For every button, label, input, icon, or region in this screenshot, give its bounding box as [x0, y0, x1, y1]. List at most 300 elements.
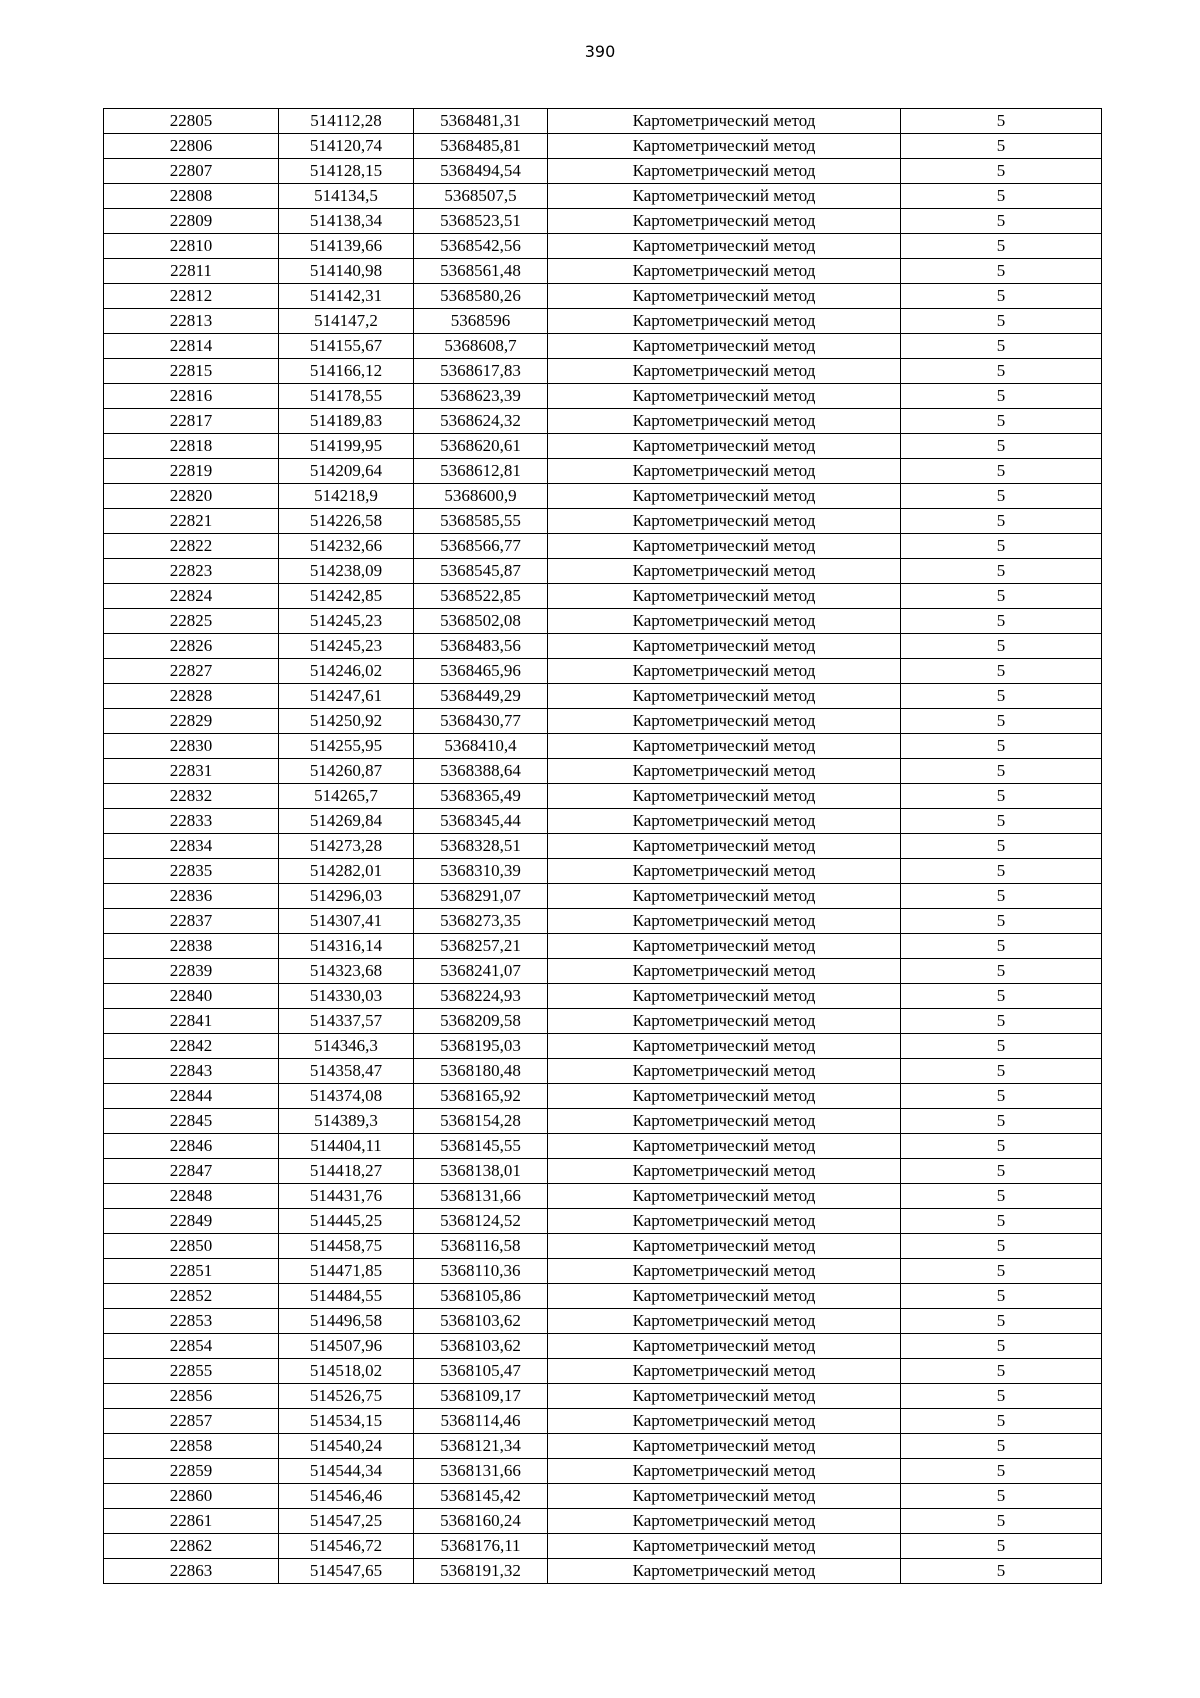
accuracy-cell: 5: [901, 234, 1102, 259]
x-coordinate-cell: 514269,84: [279, 809, 414, 834]
y-coordinate-cell: 5368131,66: [414, 1459, 548, 1484]
accuracy-cell: 5: [901, 359, 1102, 384]
method-cell: Картометрический метод: [548, 1109, 901, 1134]
y-coordinate-cell: 5368410,4: [414, 734, 548, 759]
x-coordinate-cell: 514544,34: [279, 1459, 414, 1484]
accuracy-cell: 5: [901, 609, 1102, 634]
y-coordinate-cell: 5368617,83: [414, 359, 548, 384]
table-row: [104, 1459, 1102, 1484]
point-number-cell: 22853: [104, 1309, 279, 1334]
x-coordinate-cell: 514323,68: [279, 959, 414, 984]
accuracy-cell: 5: [901, 909, 1102, 934]
accuracy-cell: 5: [901, 884, 1102, 909]
y-coordinate-cell: 5368103,62: [414, 1309, 548, 1334]
x-coordinate-cell: 514247,61: [279, 684, 414, 709]
point-number-cell: 22833: [104, 809, 279, 834]
accuracy-cell: 5: [901, 959, 1102, 984]
method-cell: Картометрический метод: [548, 134, 901, 159]
accuracy-cell: 5: [901, 259, 1102, 284]
y-coordinate-cell: 5368257,21: [414, 934, 548, 959]
x-coordinate-cell: 514265,7: [279, 784, 414, 809]
method-cell: Картометрический метод: [548, 559, 901, 584]
table-row: [104, 509, 1102, 534]
y-coordinate-cell: 5368494,54: [414, 159, 548, 184]
accuracy-cell: 5: [901, 109, 1102, 134]
table-row: [104, 759, 1102, 784]
point-number-cell: 22837: [104, 909, 279, 934]
y-coordinate-cell: 5368273,35: [414, 909, 548, 934]
table-row: [104, 1409, 1102, 1434]
y-coordinate-cell: 5368449,29: [414, 684, 548, 709]
method-cell: Картометрический метод: [548, 984, 901, 1009]
accuracy-cell: 5: [901, 1434, 1102, 1459]
method-cell: Картометрический метод: [548, 859, 901, 884]
accuracy-cell: 5: [901, 859, 1102, 884]
table-row: [104, 809, 1102, 834]
y-coordinate-cell: 5368485,81: [414, 134, 548, 159]
accuracy-cell: 5: [901, 809, 1102, 834]
page-number: 390: [584, 42, 616, 61]
point-number-cell: 22819: [104, 459, 279, 484]
accuracy-cell: 5: [901, 1459, 1102, 1484]
method-cell: Картометрический метод: [548, 1334, 901, 1359]
accuracy-cell: 5: [901, 784, 1102, 809]
point-number-cell: 22817: [104, 409, 279, 434]
method-cell: Картометрический метод: [548, 659, 901, 684]
point-number-cell: 22810: [104, 234, 279, 259]
table-row: [104, 534, 1102, 559]
table-row: [104, 1134, 1102, 1159]
x-coordinate-cell: 514518,02: [279, 1359, 414, 1384]
method-cell: Картометрический метод: [548, 709, 901, 734]
accuracy-cell: 5: [901, 634, 1102, 659]
accuracy-cell: 5: [901, 309, 1102, 334]
accuracy-cell: 5: [901, 1334, 1102, 1359]
method-cell: Картометрический метод: [548, 384, 901, 409]
x-coordinate-cell: 514147,2: [279, 309, 414, 334]
x-coordinate-cell: 514389,3: [279, 1109, 414, 1134]
point-number-cell: 22843: [104, 1059, 279, 1084]
table-row: [104, 934, 1102, 959]
y-coordinate-cell: 5368561,48: [414, 259, 548, 284]
table-row: [104, 1234, 1102, 1259]
y-coordinate-cell: 5368430,77: [414, 709, 548, 734]
table-row: [104, 1059, 1102, 1084]
accuracy-cell: 5: [901, 584, 1102, 609]
accuracy-cell: 5: [901, 1359, 1102, 1384]
method-cell: Картометрический метод: [548, 1384, 901, 1409]
y-coordinate-cell: 5368328,51: [414, 834, 548, 859]
x-coordinate-cell: 514316,14: [279, 934, 414, 959]
point-number-cell: 22862: [104, 1534, 279, 1559]
table-row: [104, 434, 1102, 459]
y-coordinate-cell: 5368580,26: [414, 284, 548, 309]
x-coordinate-cell: 514431,76: [279, 1184, 414, 1209]
y-coordinate-cell: 5368523,51: [414, 209, 548, 234]
accuracy-cell: 5: [901, 1159, 1102, 1184]
method-cell: Картометрический метод: [548, 909, 901, 934]
table-row: [104, 234, 1102, 259]
x-coordinate-cell: 514189,83: [279, 409, 414, 434]
y-coordinate-cell: 5368160,24: [414, 1509, 548, 1534]
y-coordinate-cell: 5368116,58: [414, 1234, 548, 1259]
method-cell: Картометрический метод: [548, 584, 901, 609]
x-coordinate-cell: 514540,24: [279, 1434, 414, 1459]
accuracy-cell: 5: [901, 759, 1102, 784]
point-number-cell: 22829: [104, 709, 279, 734]
method-cell: Картометрический метод: [548, 1084, 901, 1109]
method-cell: Картометрический метод: [548, 834, 901, 859]
x-coordinate-cell: 514484,55: [279, 1284, 414, 1309]
x-coordinate-cell: 514178,55: [279, 384, 414, 409]
y-coordinate-cell: 5368109,17: [414, 1384, 548, 1409]
x-coordinate-cell: 514330,03: [279, 984, 414, 1009]
x-coordinate-cell: 514273,28: [279, 834, 414, 859]
point-number-cell: 22811: [104, 259, 279, 284]
x-coordinate-cell: 514166,12: [279, 359, 414, 384]
accuracy-cell: 5: [901, 659, 1102, 684]
y-coordinate-cell: 5368310,39: [414, 859, 548, 884]
method-cell: Картометрический метод: [548, 359, 901, 384]
point-number-cell: 22834: [104, 834, 279, 859]
accuracy-cell: 5: [901, 1409, 1102, 1434]
x-coordinate-cell: 514232,66: [279, 534, 414, 559]
table-row: [104, 1309, 1102, 1334]
x-coordinate-cell: 514128,15: [279, 159, 414, 184]
method-cell: Картометрический метод: [548, 109, 901, 134]
x-coordinate-cell: 514346,3: [279, 1034, 414, 1059]
table-row: [104, 884, 1102, 909]
table-row: [104, 1434, 1102, 1459]
point-number-cell: 22847: [104, 1159, 279, 1184]
table-row: [104, 1034, 1102, 1059]
y-coordinate-cell: 5368502,08: [414, 609, 548, 634]
method-cell: Картометрический метод: [548, 434, 901, 459]
y-coordinate-cell: 5368624,32: [414, 409, 548, 434]
method-cell: Картометрический метод: [548, 534, 901, 559]
accuracy-cell: 5: [901, 409, 1102, 434]
accuracy-cell: 5: [901, 709, 1102, 734]
x-coordinate-cell: 514138,34: [279, 209, 414, 234]
accuracy-cell: 5: [901, 159, 1102, 184]
method-cell: Картометрический метод: [548, 234, 901, 259]
point-number-cell: 22820: [104, 484, 279, 509]
y-coordinate-cell: 5368110,36: [414, 1259, 548, 1284]
table-row: [104, 459, 1102, 484]
x-coordinate-cell: 514245,23: [279, 634, 414, 659]
table-row: [104, 1334, 1102, 1359]
x-coordinate-cell: 514307,41: [279, 909, 414, 934]
method-cell: Картометрический метод: [548, 1134, 901, 1159]
table-row: [104, 559, 1102, 584]
point-number-cell: 22857: [104, 1409, 279, 1434]
y-coordinate-cell: 5368291,07: [414, 884, 548, 909]
accuracy-cell: 5: [901, 1309, 1102, 1334]
method-cell: Картометрический метод: [548, 1434, 901, 1459]
table-row: [104, 1159, 1102, 1184]
y-coordinate-cell: 5368138,01: [414, 1159, 548, 1184]
y-coordinate-cell: 5368105,86: [414, 1284, 548, 1309]
accuracy-cell: 5: [901, 1384, 1102, 1409]
point-number-cell: 22851: [104, 1259, 279, 1284]
x-coordinate-cell: 514404,11: [279, 1134, 414, 1159]
table-row: [104, 609, 1102, 634]
table-row: [104, 859, 1102, 884]
y-coordinate-cell: 5368224,93: [414, 984, 548, 1009]
y-coordinate-cell: 5368131,66: [414, 1184, 548, 1209]
y-coordinate-cell: 5368465,96: [414, 659, 548, 684]
method-cell: Картометрический метод: [548, 1209, 901, 1234]
x-coordinate-cell: 514139,66: [279, 234, 414, 259]
accuracy-cell: 5: [901, 459, 1102, 484]
y-coordinate-cell: 5368345,44: [414, 809, 548, 834]
point-number-cell: 22858: [104, 1434, 279, 1459]
table-row: [104, 334, 1102, 359]
x-coordinate-cell: 514238,09: [279, 559, 414, 584]
method-cell: Картометрический метод: [548, 1009, 901, 1034]
table-row: [104, 1384, 1102, 1409]
x-coordinate-cell: 514337,57: [279, 1009, 414, 1034]
x-coordinate-cell: 514255,95: [279, 734, 414, 759]
x-coordinate-cell: 514226,58: [279, 509, 414, 534]
x-coordinate-cell: 514260,87: [279, 759, 414, 784]
x-coordinate-cell: 514296,03: [279, 884, 414, 909]
point-number-cell: 22814: [104, 334, 279, 359]
method-cell: Картометрический метод: [548, 634, 901, 659]
y-coordinate-cell: 5368542,56: [414, 234, 548, 259]
method-cell: Картометрический метод: [548, 609, 901, 634]
point-number-cell: 22861: [104, 1509, 279, 1534]
method-cell: Картометрический метод: [548, 209, 901, 234]
x-coordinate-cell: 514140,98: [279, 259, 414, 284]
method-cell: Картометрический метод: [548, 1534, 901, 1559]
method-cell: Картометрический метод: [548, 309, 901, 334]
table-row: [104, 1484, 1102, 1509]
point-number-cell: 22831: [104, 759, 279, 784]
x-coordinate-cell: 514526,75: [279, 1384, 414, 1409]
accuracy-cell: 5: [901, 1259, 1102, 1284]
x-coordinate-cell: 514458,75: [279, 1234, 414, 1259]
table-row: [104, 1009, 1102, 1034]
point-number-cell: 22812: [104, 284, 279, 309]
accuracy-cell: 5: [901, 284, 1102, 309]
y-coordinate-cell: 5368585,55: [414, 509, 548, 534]
point-number-cell: 22813: [104, 309, 279, 334]
method-cell: Картометрический метод: [548, 1284, 901, 1309]
x-coordinate-cell: 514199,95: [279, 434, 414, 459]
point-number-cell: 22852: [104, 1284, 279, 1309]
method-cell: Картометрический метод: [548, 259, 901, 284]
method-cell: Картометрический метод: [548, 159, 901, 184]
table-row: [104, 1284, 1102, 1309]
method-cell: Картометрический метод: [548, 1509, 901, 1534]
accuracy-cell: 5: [901, 1184, 1102, 1209]
point-number-cell: 22822: [104, 534, 279, 559]
table-row: [104, 109, 1102, 134]
table-row: [104, 1084, 1102, 1109]
point-number-cell: 22842: [104, 1034, 279, 1059]
y-coordinate-cell: 5368154,28: [414, 1109, 548, 1134]
table-row: [104, 1534, 1102, 1559]
table-row: [104, 1184, 1102, 1209]
table-row: [104, 384, 1102, 409]
accuracy-cell: 5: [901, 1484, 1102, 1509]
x-coordinate-cell: 514112,28: [279, 109, 414, 134]
point-number-cell: 22848: [104, 1184, 279, 1209]
table-row: [104, 1509, 1102, 1534]
point-number-cell: 22805: [104, 109, 279, 134]
point-number-cell: 22827: [104, 659, 279, 684]
table-row: [104, 584, 1102, 609]
table-row: [104, 959, 1102, 984]
accuracy-cell: 5: [901, 384, 1102, 409]
x-coordinate-cell: 514507,96: [279, 1334, 414, 1359]
x-coordinate-cell: 514209,64: [279, 459, 414, 484]
x-coordinate-cell: 514358,47: [279, 1059, 414, 1084]
point-number-cell: 22816: [104, 384, 279, 409]
accuracy-cell: 5: [901, 484, 1102, 509]
method-cell: Картометрический метод: [548, 1459, 901, 1484]
method-cell: Картометрический метод: [548, 459, 901, 484]
table-row: [104, 659, 1102, 684]
method-cell: Картометрический метод: [548, 1059, 901, 1084]
method-cell: Картометрический метод: [548, 1409, 901, 1434]
accuracy-cell: 5: [901, 534, 1102, 559]
y-coordinate-cell: 5368105,47: [414, 1359, 548, 1384]
method-cell: Картометрический метод: [548, 959, 901, 984]
table-row: [104, 1109, 1102, 1134]
y-coordinate-cell: 5368600,9: [414, 484, 548, 509]
point-number-cell: 22815: [104, 359, 279, 384]
table-row: [104, 784, 1102, 809]
x-coordinate-cell: 514496,58: [279, 1309, 414, 1334]
y-coordinate-cell: 5368481,31: [414, 109, 548, 134]
method-cell: Картометрический метод: [548, 1309, 901, 1334]
x-coordinate-cell: 514246,02: [279, 659, 414, 684]
method-cell: Картометрический метод: [548, 1259, 901, 1284]
x-coordinate-cell: 514534,15: [279, 1409, 414, 1434]
accuracy-cell: 5: [901, 934, 1102, 959]
point-number-cell: 22856: [104, 1384, 279, 1409]
point-number-cell: 22863: [104, 1559, 279, 1584]
method-cell: Картометрический метод: [548, 1484, 901, 1509]
y-coordinate-cell: 5368620,61: [414, 434, 548, 459]
accuracy-cell: 5: [901, 184, 1102, 209]
point-number-cell: 22824: [104, 584, 279, 609]
table-row: [104, 684, 1102, 709]
point-number-cell: 22854: [104, 1334, 279, 1359]
y-coordinate-cell: 5368124,52: [414, 1209, 548, 1234]
accuracy-cell: 5: [901, 434, 1102, 459]
x-coordinate-cell: 514120,74: [279, 134, 414, 159]
y-coordinate-cell: 5368191,32: [414, 1559, 548, 1584]
x-coordinate-cell: 514250,92: [279, 709, 414, 734]
y-coordinate-cell: 5368623,39: [414, 384, 548, 409]
x-coordinate-cell: 514155,67: [279, 334, 414, 359]
y-coordinate-cell: 5368114,46: [414, 1409, 548, 1434]
point-number-cell: 22840: [104, 984, 279, 1009]
method-cell: Картометрический метод: [548, 509, 901, 534]
accuracy-cell: 5: [901, 134, 1102, 159]
y-coordinate-cell: 5368612,81: [414, 459, 548, 484]
point-number-cell: 22808: [104, 184, 279, 209]
point-number-cell: 22838: [104, 934, 279, 959]
point-number-cell: 22844: [104, 1084, 279, 1109]
x-coordinate-cell: 514242,85: [279, 584, 414, 609]
method-cell: Картометрический метод: [548, 1184, 901, 1209]
x-coordinate-cell: 514418,27: [279, 1159, 414, 1184]
accuracy-cell: 5: [901, 1234, 1102, 1259]
y-coordinate-cell: 5368483,56: [414, 634, 548, 659]
table-row: [104, 409, 1102, 434]
x-coordinate-cell: 514546,72: [279, 1534, 414, 1559]
point-number-cell: 22860: [104, 1484, 279, 1509]
table-row: [104, 909, 1102, 934]
x-coordinate-cell: 514374,08: [279, 1084, 414, 1109]
y-coordinate-cell: 5368241,07: [414, 959, 548, 984]
table-row: [104, 1559, 1102, 1584]
accuracy-cell: 5: [901, 1134, 1102, 1159]
method-cell: Картометрический метод: [548, 409, 901, 434]
point-number-cell: 22849: [104, 1209, 279, 1234]
x-coordinate-cell: 514142,31: [279, 284, 414, 309]
y-coordinate-cell: 5368180,48: [414, 1059, 548, 1084]
point-number-cell: 22828: [104, 684, 279, 709]
y-coordinate-cell: 5368608,7: [414, 334, 548, 359]
method-cell: Картометрический метод: [548, 1559, 901, 1584]
point-number-cell: 22823: [104, 559, 279, 584]
y-coordinate-cell: 5368145,55: [414, 1134, 548, 1159]
table-row: [104, 209, 1102, 234]
method-cell: Картометрический метод: [548, 334, 901, 359]
x-coordinate-cell: 514218,9: [279, 484, 414, 509]
accuracy-cell: 5: [901, 1559, 1102, 1584]
point-number-cell: 22830: [104, 734, 279, 759]
x-coordinate-cell: 514471,85: [279, 1259, 414, 1284]
point-number-cell: 22846: [104, 1134, 279, 1159]
accuracy-cell: 5: [901, 209, 1102, 234]
accuracy-cell: 5: [901, 1209, 1102, 1234]
point-number-cell: 22841: [104, 1009, 279, 1034]
table-row: [104, 259, 1102, 284]
point-number-cell: 22809: [104, 209, 279, 234]
method-cell: Картометрический метод: [548, 484, 901, 509]
method-cell: Картометрический метод: [548, 684, 901, 709]
accuracy-cell: 5: [901, 1059, 1102, 1084]
method-cell: Картометрический метод: [548, 184, 901, 209]
point-number-cell: 22807: [104, 159, 279, 184]
point-number-cell: 22832: [104, 784, 279, 809]
accuracy-cell: 5: [901, 1284, 1102, 1309]
accuracy-cell: 5: [901, 1034, 1102, 1059]
x-coordinate-cell: 514546,46: [279, 1484, 414, 1509]
accuracy-cell: 5: [901, 1009, 1102, 1034]
method-cell: Картометрический метод: [548, 759, 901, 784]
table-row: [104, 159, 1102, 184]
y-coordinate-cell: 5368195,03: [414, 1034, 548, 1059]
x-coordinate-cell: 514134,5: [279, 184, 414, 209]
method-cell: Картометрический метод: [548, 884, 901, 909]
point-number-cell: 22845: [104, 1109, 279, 1134]
method-cell: Картометрический метод: [548, 1234, 901, 1259]
table-row: [104, 984, 1102, 1009]
x-coordinate-cell: 514547,65: [279, 1559, 414, 1584]
table-row: [104, 284, 1102, 309]
y-coordinate-cell: 5368566,77: [414, 534, 548, 559]
y-coordinate-cell: 5368176,11: [414, 1534, 548, 1559]
method-cell: Картометрический метод: [548, 784, 901, 809]
table-body: [104, 109, 1102, 1584]
